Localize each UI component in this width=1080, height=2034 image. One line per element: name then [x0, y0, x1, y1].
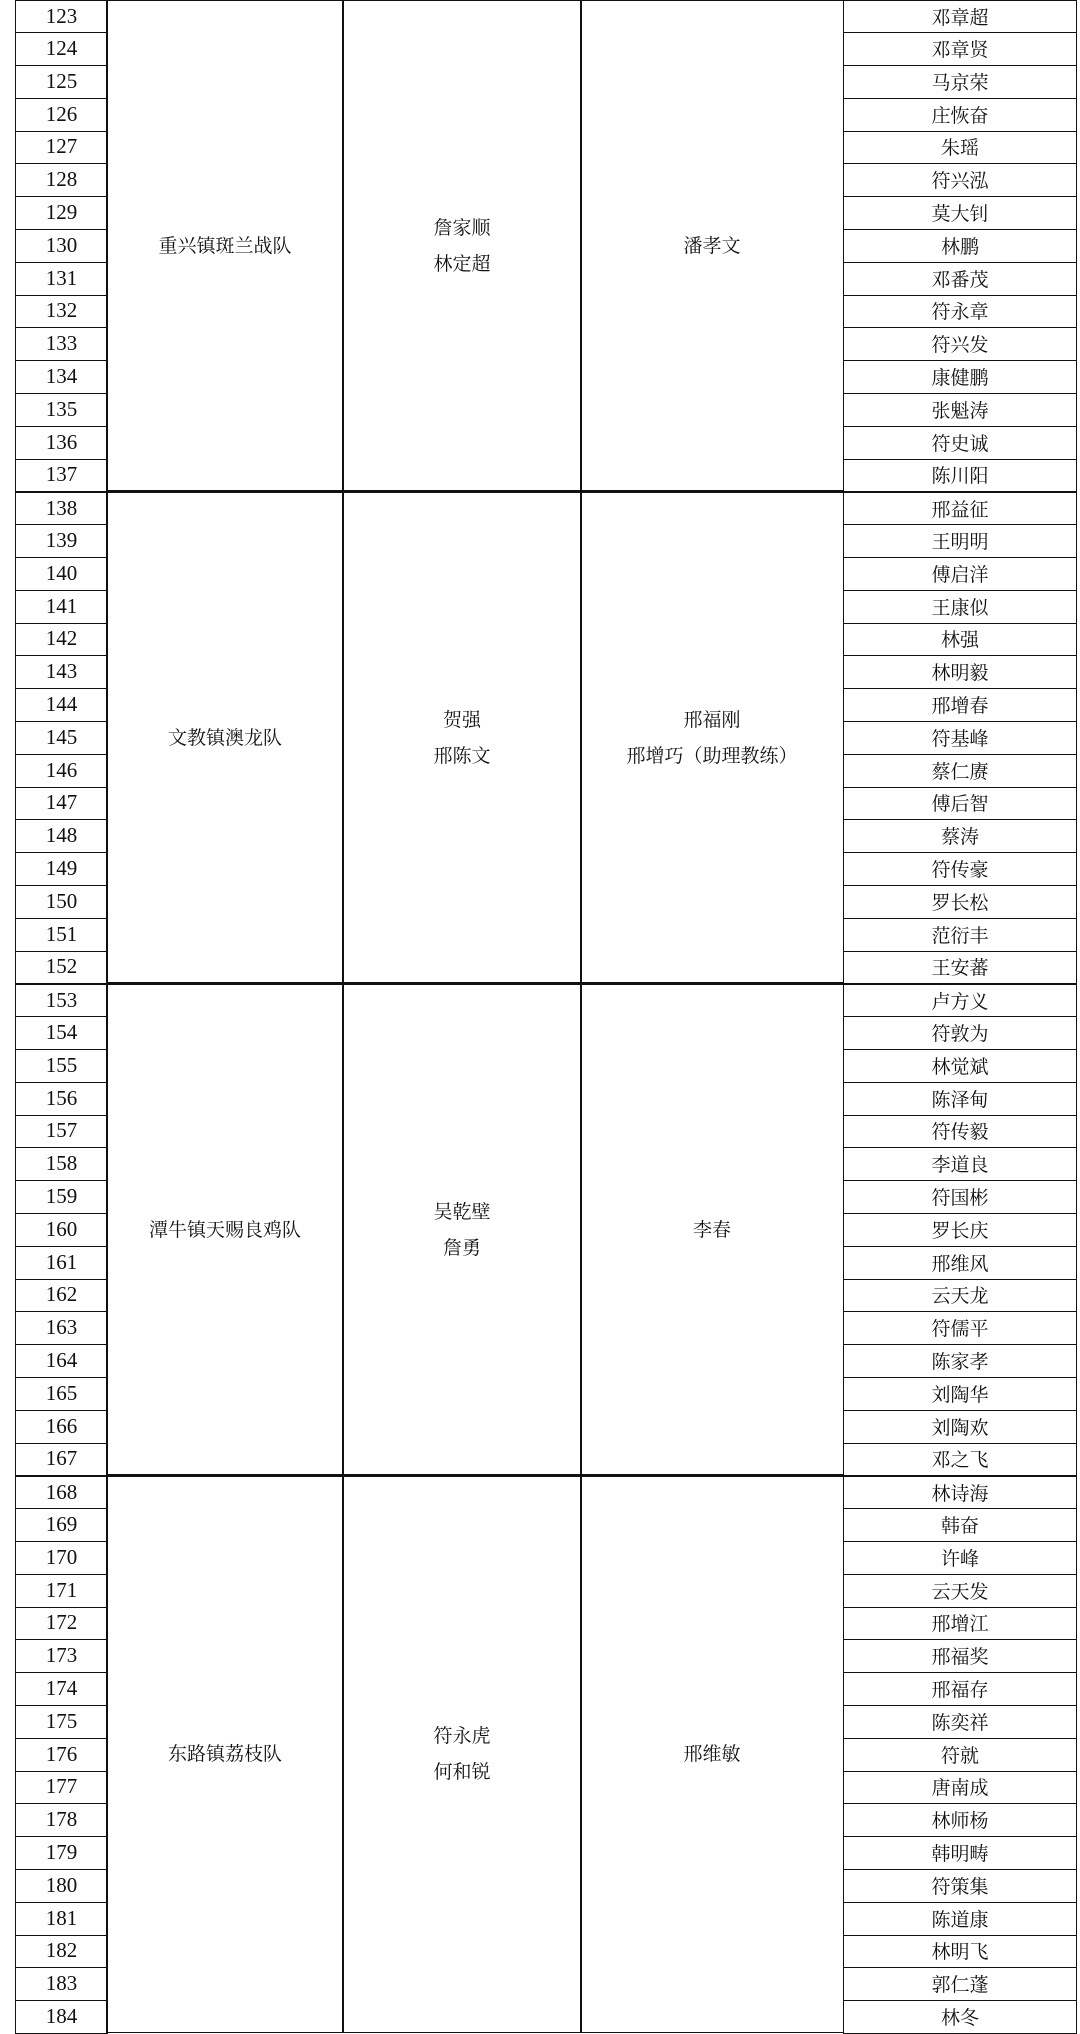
player-number: 175: [15, 1705, 108, 1739]
team-leaders-cell: [342, 0, 582, 491]
player-name: 邓章超: [843, 0, 1077, 33]
team-leader: 吴乾壁: [433, 1200, 491, 1223]
player-number: 156: [15, 1081, 108, 1115]
player-number: 161: [15, 1245, 108, 1279]
player-number: 128: [15, 163, 108, 197]
player-name: 蔡仁赓: [843, 753, 1077, 787]
player-name: 符儒平: [843, 1311, 1077, 1345]
player-number: 140: [15, 557, 108, 591]
team-leaders-cell: [342, 1475, 582, 2033]
team-leader: 詹勇: [442, 1236, 481, 1259]
player-number: 126: [15, 97, 108, 131]
player-name: 邢福存: [843, 1672, 1077, 1706]
player-name: 邢增春: [843, 688, 1077, 722]
player-number: 168: [15, 1475, 108, 1509]
team-leader: 贺强: [442, 708, 481, 731]
player-name: 刘陶欢: [843, 1409, 1077, 1443]
player-name: 卢方义: [843, 983, 1077, 1017]
player-number: 138: [15, 491, 108, 525]
player-number: 162: [15, 1278, 108, 1312]
player-name: 王安蕃: [843, 950, 1077, 984]
player-name: 韩奋: [843, 1508, 1077, 1542]
player-name: 傅后智: [843, 786, 1077, 820]
player-name: 符兴泓: [843, 163, 1077, 197]
player-number: 135: [15, 393, 108, 427]
player-name: 陈家孝: [843, 1344, 1077, 1378]
player-number: 146: [15, 753, 108, 787]
player-name: 林师杨: [843, 1803, 1077, 1837]
player-number: 139: [15, 524, 108, 558]
player-number: 125: [15, 65, 108, 99]
coach-name: 邢福刚: [683, 708, 741, 731]
player-name: 陈奕祥: [843, 1705, 1077, 1739]
player-name: 陈泽甸: [843, 1081, 1077, 1115]
player-name: 林觉斌: [843, 1049, 1077, 1083]
team-name: 重兴镇斑兰战队: [158, 234, 292, 257]
player-number: 124: [15, 32, 108, 66]
player-number: 142: [15, 622, 108, 656]
player-number: 149: [15, 852, 108, 886]
player-name: 康健鹏: [843, 360, 1077, 394]
player-number: 167: [15, 1442, 108, 1476]
player-name: 莫大钊: [843, 196, 1077, 230]
team-leaders-cell: [342, 983, 582, 1475]
team-name: 文教镇澳龙队: [167, 726, 282, 749]
player-number: 127: [15, 130, 108, 164]
player-name: 韩明畴: [843, 1836, 1077, 1870]
player-number: 152: [15, 950, 108, 984]
team-leader: 詹家顺: [433, 216, 491, 239]
player-name: 林明飞: [843, 1934, 1077, 1968]
player-number: 169: [15, 1508, 108, 1542]
player-name: 林诗海: [843, 1475, 1077, 1509]
player-name: 林明毅: [843, 655, 1077, 689]
player-number: 155: [15, 1049, 108, 1083]
player-name: 李道良: [843, 1147, 1077, 1181]
player-name: 朱瑶: [843, 130, 1077, 164]
player-name: 罗长庆: [843, 1213, 1077, 1247]
player-name: 符传豪: [843, 852, 1077, 886]
team-leader: 何和锐: [433, 1761, 491, 1784]
player-name: 邓章贤: [843, 32, 1077, 66]
player-name: 邢维风: [843, 1245, 1077, 1279]
player-number: 143: [15, 655, 108, 689]
coaches-cell: [580, 491, 844, 983]
player-number: 184: [15, 2000, 108, 2034]
player-name: 云天发: [843, 1573, 1077, 1607]
player-number: 123: [15, 0, 108, 33]
player-name: 王康似: [843, 589, 1077, 623]
team-leader: 符永虎: [433, 1725, 491, 1748]
player-number: 130: [15, 229, 108, 263]
player-number: 174: [15, 1672, 108, 1706]
player-number: 141: [15, 589, 108, 623]
player-number: 148: [15, 819, 108, 853]
player-number: 153: [15, 983, 108, 1017]
player-number: 171: [15, 1573, 108, 1607]
coach-name: 邢增巧（助理教练）: [626, 744, 798, 767]
player-name: 张魁涛: [843, 393, 1077, 427]
team-name-cell: [106, 1475, 344, 2033]
player-number: 164: [15, 1344, 108, 1378]
player-number: 166: [15, 1409, 108, 1443]
player-name: 符兴发: [843, 327, 1077, 361]
player-name: 符国彬: [843, 1180, 1077, 1214]
player-number: 172: [15, 1606, 108, 1640]
team-name: 东路镇荔枝队: [167, 1743, 282, 1766]
player-name: 邢福奖: [843, 1639, 1077, 1673]
player-number: 145: [15, 721, 108, 755]
player-number: 157: [15, 1114, 108, 1148]
player-number: 183: [15, 1967, 108, 2001]
coaches-cell: [580, 1475, 844, 2033]
player-number: 147: [15, 786, 108, 820]
player-number: 173: [15, 1639, 108, 1673]
player-name: 傅启洋: [843, 557, 1077, 591]
coach-name: 李春: [692, 1218, 731, 1241]
player-number: 159: [15, 1180, 108, 1214]
player-name: 蔡涛: [843, 819, 1077, 853]
player-name: 许峰: [843, 1541, 1077, 1575]
player-number: 178: [15, 1803, 108, 1837]
player-name: 陈川阳: [843, 458, 1077, 492]
team-name-cell: [106, 0, 344, 491]
coach-name: 邢维敏: [683, 1743, 741, 1766]
player-name: 符基峰: [843, 721, 1077, 755]
player-number: 134: [15, 360, 108, 394]
player-name: 刘陶华: [843, 1377, 1077, 1411]
team-name-cell: [106, 491, 344, 983]
player-number: 151: [15, 917, 108, 951]
player-name: 陈道康: [843, 1901, 1077, 1935]
team-leader: 邢陈文: [433, 744, 491, 767]
player-name: 符敦为: [843, 1016, 1077, 1050]
player-name: 林强: [843, 622, 1077, 656]
player-number: 176: [15, 1737, 108, 1771]
team-name-cell: [106, 983, 344, 1475]
player-number: 132: [15, 294, 108, 328]
player-name: 唐南成: [843, 1770, 1077, 1804]
player-number: 180: [15, 1869, 108, 1903]
player-number: 137: [15, 458, 108, 492]
player-number: 136: [15, 425, 108, 459]
team-leaders-cell: [342, 491, 582, 983]
team-leader: 林定超: [433, 252, 491, 275]
player-number: 154: [15, 1016, 108, 1050]
player-number: 165: [15, 1377, 108, 1411]
player-name: 符传毅: [843, 1114, 1077, 1148]
player-number: 144: [15, 688, 108, 722]
player-name: 马京荣: [843, 65, 1077, 99]
coaches-cell: [580, 983, 844, 1475]
player-name: 范衍丰: [843, 917, 1077, 951]
player-number: 133: [15, 327, 108, 361]
player-name: 邓之飞: [843, 1442, 1077, 1476]
player-name: 林冬: [843, 2000, 1077, 2034]
player-number: 131: [15, 261, 108, 295]
player-number: 150: [15, 885, 108, 919]
player-number: 129: [15, 196, 108, 230]
player-number: 182: [15, 1934, 108, 1968]
player-name: 林鹏: [843, 229, 1077, 263]
player-name: 符永章: [843, 294, 1077, 328]
coaches-cell: [580, 0, 844, 491]
player-number: 163: [15, 1311, 108, 1345]
player-number: 160: [15, 1213, 108, 1247]
player-name: 云天龙: [843, 1278, 1077, 1312]
player-name: 符策集: [843, 1869, 1077, 1903]
player-name: 郭仁蓬: [843, 1967, 1077, 2001]
player-number: 170: [15, 1541, 108, 1575]
player-name: 符史诚: [843, 425, 1077, 459]
player-name: 符就: [843, 1737, 1077, 1771]
player-name: 庄恢奋: [843, 97, 1077, 131]
team-name: 潭牛镇天赐良鸡队: [148, 1218, 301, 1241]
coach-name: 潘孝文: [683, 234, 741, 257]
player-name: 罗长松: [843, 885, 1077, 919]
player-number: 158: [15, 1147, 108, 1181]
player-number: 179: [15, 1836, 108, 1870]
player-name: 邢益征: [843, 491, 1077, 525]
player-name: 邓番茂: [843, 261, 1077, 295]
player-name: 王明明: [843, 524, 1077, 558]
player-number: 177: [15, 1770, 108, 1804]
player-number: 181: [15, 1901, 108, 1935]
player-name: 邢增江: [843, 1606, 1077, 1640]
